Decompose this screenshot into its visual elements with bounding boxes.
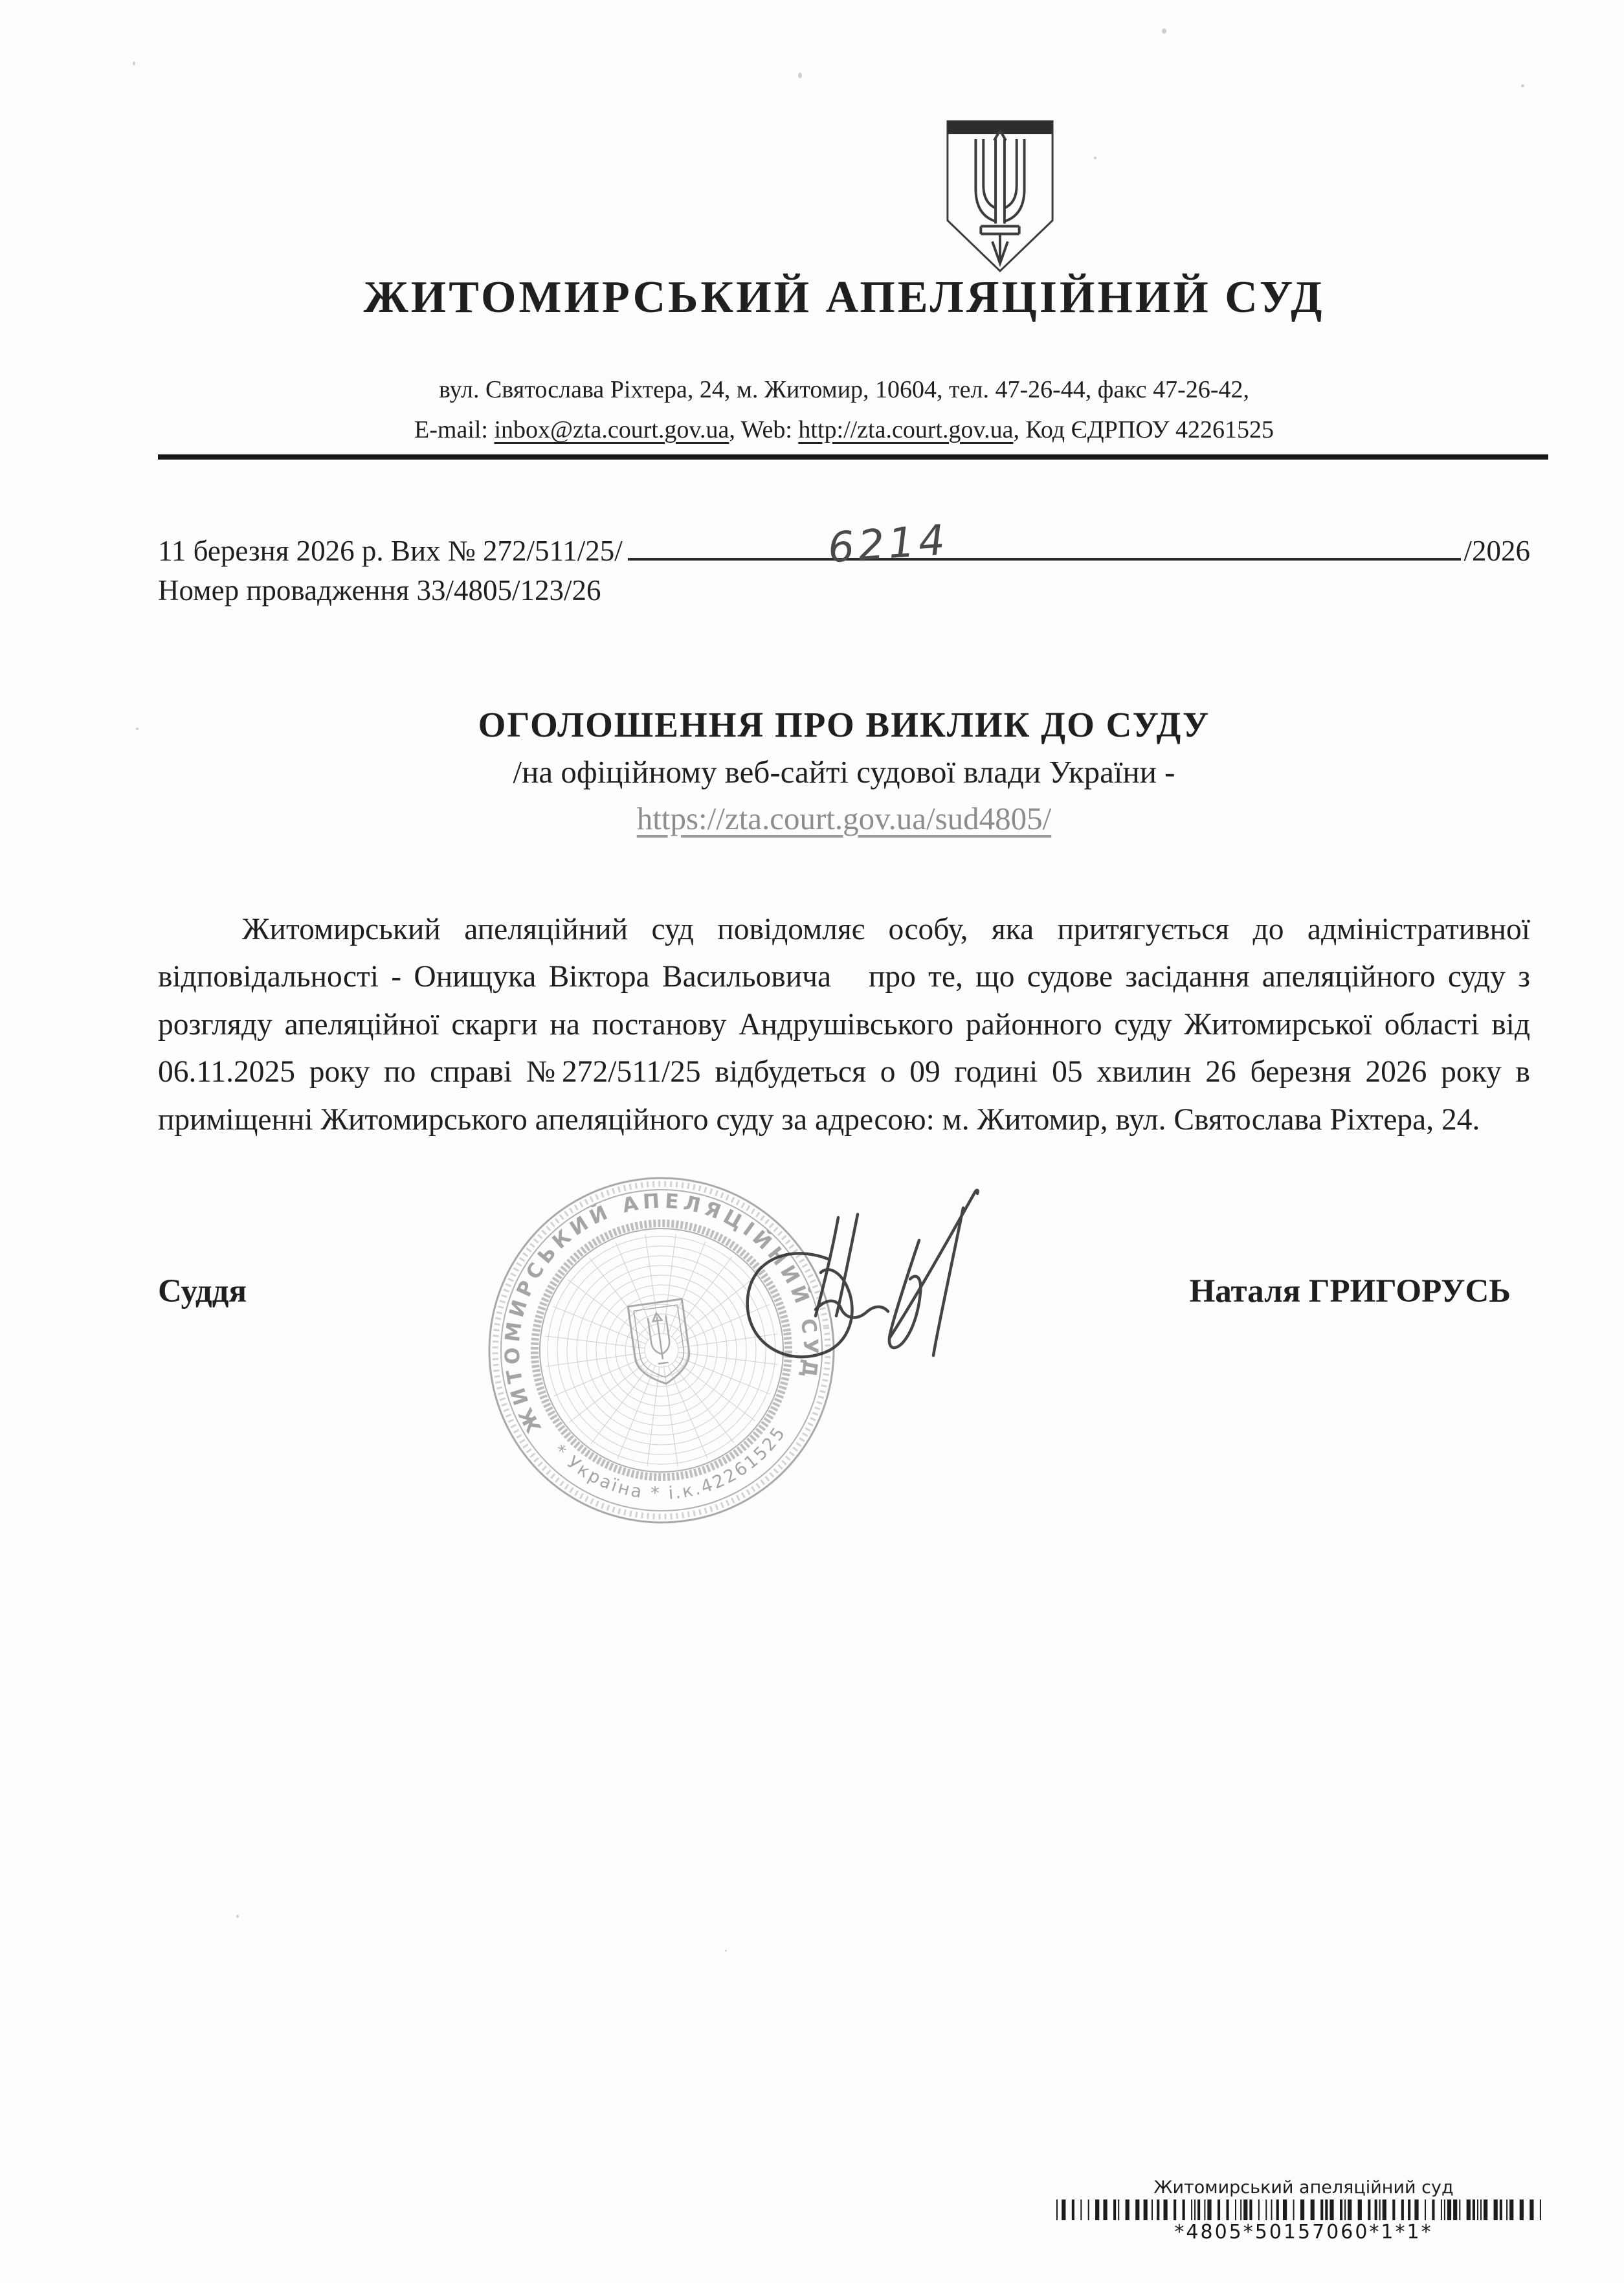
- scan-speck: [1094, 157, 1096, 159]
- email-label: E-mail:: [414, 416, 495, 443]
- scan-speck: [798, 72, 802, 78]
- seal-center-shield: [628, 1299, 693, 1387]
- outgoing-number-label: 11 березня 2026 р. Вих № 272/511/25/: [158, 535, 623, 567]
- ukraine-trident-emblem-icon: [942, 115, 1058, 277]
- outgoing-year-suffix: /2026: [1463, 535, 1530, 567]
- scan-speck: [133, 61, 135, 65]
- web-link: http://zta.court.gov.ua: [798, 416, 1014, 443]
- announcement-title: ОГОЛОШЕННЯ ПРО ВИКЛИК ДО СУДУ: [478, 705, 1210, 744]
- court-contacts-line: [158, 416, 1530, 444]
- web-label: , Web:: [729, 416, 799, 443]
- court-website-link: https://zta.court.gov.ua/sud4805/: [636, 801, 1052, 836]
- scan-speck: [1521, 84, 1524, 87]
- announcement-body: Житомирський апеляційний суд повідомляє особу, яка притягується до адміністративної відповідальності - Онищука Віктора Васильовича про те, що судове засідання апеляційного суду з розгляду апеляційної скарги на постанову Андрушівського районного суду Житомирської області від 06.11.2025 року по справі №272/511/25 відбудеться о 09 годині 05 хвилин 26 березня 2026 року в приміщенні Житомирського апеляційного суду за адресою: м. Житомир, вул. Святослава Ріхтера, 24.: [158, 912, 1530, 1137]
- outgoing-number-row: [158, 516, 1530, 573]
- barcode-icon: [1054, 2199, 1553, 2220]
- judge-handwritten-signature: [725, 1182, 984, 1376]
- scan-speck: [236, 1915, 239, 1918]
- court-address-line: вул. Святослава Ріхтера, 24, м. Житомир, 10604, тел. 47-26-44, факс 47-26-42,: [439, 376, 1249, 403]
- header-divider: [158, 454, 1548, 460]
- outgoing-number-blank: [628, 516, 1462, 573]
- judge-name: Наталя ГРИГОРУСЬ: [1189, 1273, 1511, 1309]
- court-website-line: [158, 800, 1530, 837]
- barcode-court-label: Житомирський апеляційний суд: [1153, 2177, 1454, 2198]
- scan-speck: [136, 728, 139, 730]
- scan-speck: [725, 1950, 727, 1952]
- barcode-code-text: *4805*50157060*1*1*: [1174, 2221, 1433, 2244]
- edrpou-code: , Код ЄДРПОУ 42261525: [1013, 416, 1274, 443]
- proceeding-number-line: Номер провадження 33/4805/123/26: [158, 574, 601, 607]
- email-link: inbox@zta.court.gov.ua: [494, 416, 729, 443]
- seal-ring-text: ЖИТОМИРСЬКИЙ АПЕЛЯЦІЙНИЙ СУД: [500, 1189, 823, 1437]
- handwritten-registration-number: 6214: [826, 516, 951, 573]
- announcement-subtitle: /на офіційному веб-сайті судової влади України -: [513, 754, 1175, 790]
- seal-bottom-text: * Україна * і.к.42261525: [549, 1423, 790, 1504]
- document-barcode-block: [1054, 2177, 1553, 2244]
- court-name-heading: ЖИТОМИРСЬКИЙ АПЕЛЯЦІЙНИЙ СУД: [363, 273, 1325, 322]
- judge-label: Суддя: [158, 1273, 247, 1309]
- scan-speck: [1162, 28, 1166, 34]
